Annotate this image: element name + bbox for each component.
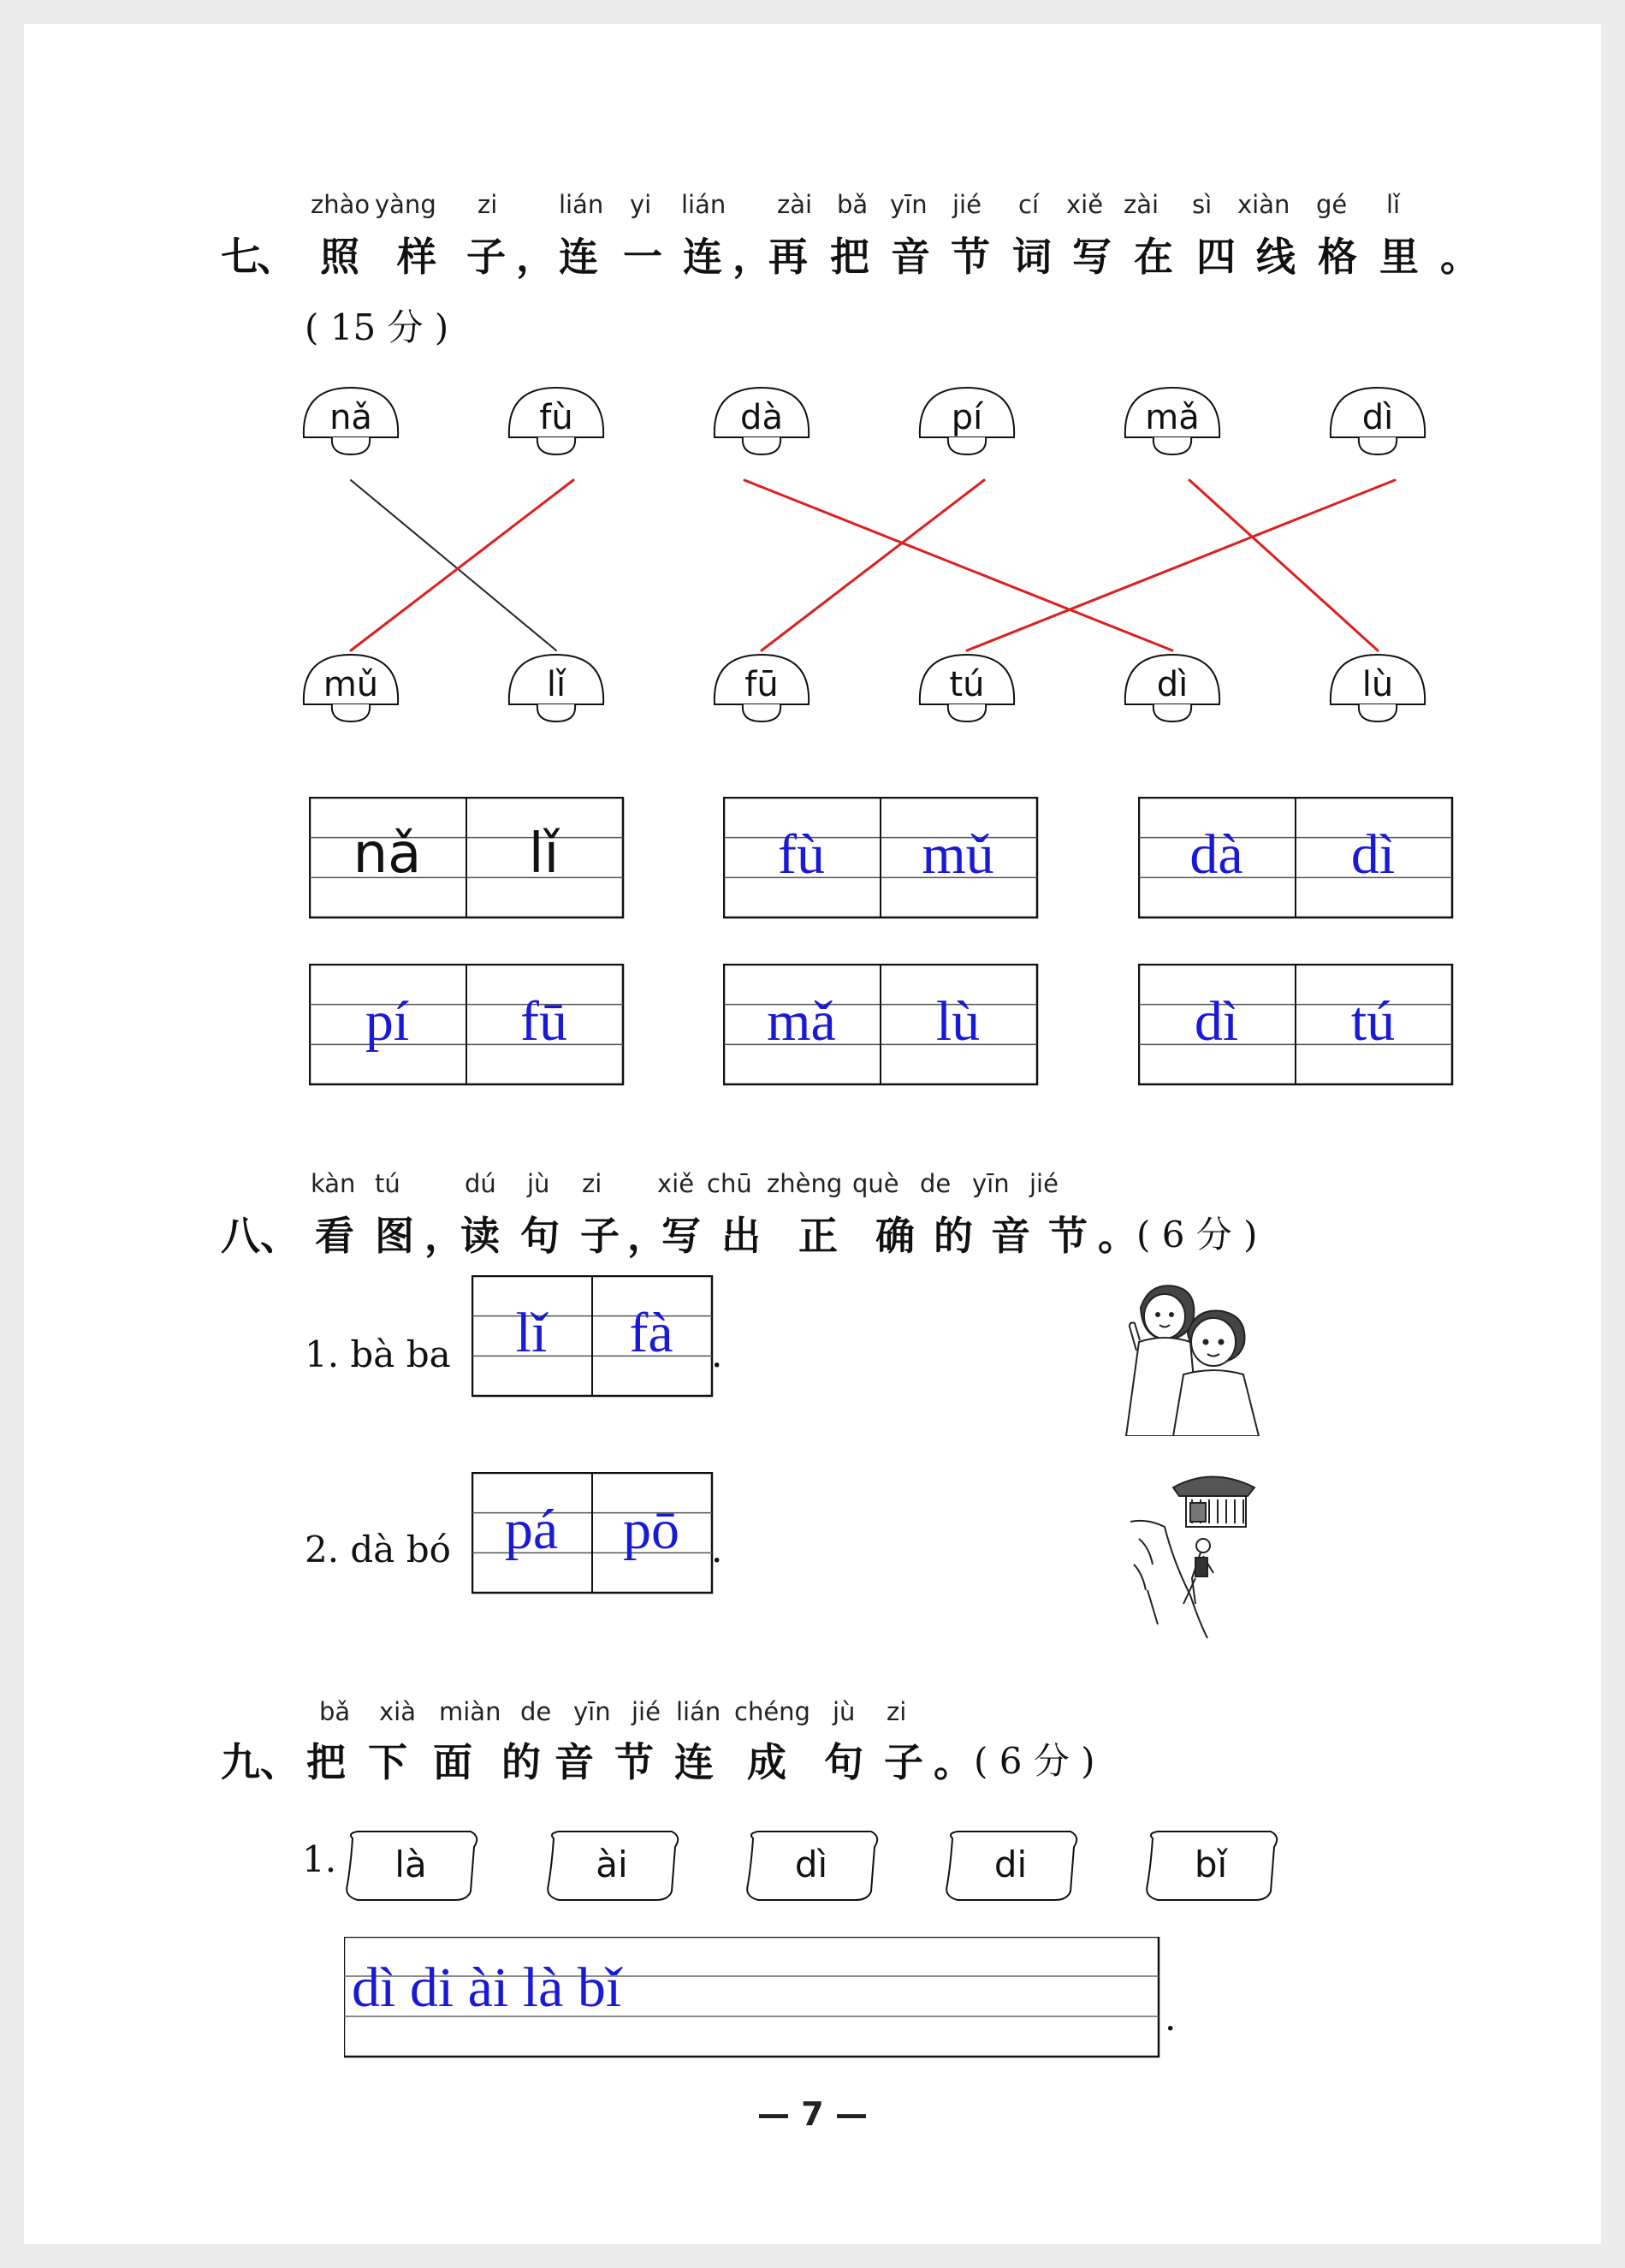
heading-char: 的 bbox=[934, 1213, 973, 1259]
pinyin: zài bbox=[1124, 190, 1159, 219]
heading-char: 再 bbox=[768, 234, 808, 280]
item-end: . bbox=[711, 1333, 723, 1375]
connection-line bbox=[351, 480, 573, 650]
pinyin: de bbox=[520, 1697, 552, 1726]
heading-char: 子 bbox=[580, 1213, 620, 1259]
section-score: ( 6 分 ) bbox=[1136, 1214, 1258, 1256]
heading-char: 九 bbox=[221, 1739, 260, 1785]
pinyin: xiě bbox=[1066, 190, 1104, 219]
mushroom-stem bbox=[743, 704, 780, 721]
heading-char: 句 bbox=[824, 1739, 863, 1785]
heading-char: 八 bbox=[221, 1213, 260, 1259]
answer-syllable: lù bbox=[935, 989, 981, 1053]
heading-char: 连 bbox=[683, 234, 722, 280]
mushroom-stem bbox=[948, 704, 986, 721]
syllable-card-label: là bbox=[394, 1843, 427, 1885]
connection-line bbox=[351, 480, 556, 650]
item-label: 2. dà bó bbox=[305, 1529, 451, 1570]
heading-char: ， bbox=[424, 1213, 464, 1259]
answer-syllable: pí bbox=[365, 989, 410, 1053]
pinyin: yi bbox=[630, 190, 652, 219]
heading-char: 子 bbox=[466, 234, 506, 280]
heading-char: 子 bbox=[884, 1739, 923, 1785]
pinyin: tú bbox=[375, 1169, 400, 1198]
section-score: ( 6 分 ) bbox=[974, 1740, 1095, 1782]
pinyin: xiě bbox=[657, 1169, 695, 1198]
heading-char: 把 bbox=[306, 1739, 346, 1785]
connection-line bbox=[744, 480, 1172, 650]
pinyin: de bbox=[920, 1169, 952, 1198]
heading-char: 句 bbox=[520, 1213, 560, 1259]
pinyin: zài bbox=[777, 190, 813, 219]
answer-syllable: dì bbox=[1194, 989, 1239, 1053]
heading-char: 读 bbox=[460, 1213, 500, 1259]
heading-char: 看 bbox=[315, 1213, 354, 1259]
mushroom-syllable: dì bbox=[1361, 398, 1394, 437]
pinyin: jié bbox=[952, 190, 982, 219]
pinyin: sì bbox=[1192, 190, 1213, 219]
pinyin: zi bbox=[477, 190, 498, 219]
heading-char: 节 bbox=[614, 1739, 654, 1785]
pinyin: lián bbox=[676, 1697, 721, 1726]
pinyin: jié bbox=[1029, 1169, 1059, 1198]
heading-char: 、 bbox=[257, 234, 296, 280]
pinyin: bǎ bbox=[319, 1697, 351, 1726]
answer-syllable: mǔ bbox=[922, 822, 994, 886]
item-label: 1. bà ba bbox=[305, 1333, 451, 1375]
mushroom-stem bbox=[743, 437, 780, 454]
mushroom-syllable: pí bbox=[951, 398, 983, 437]
heading-char: 样 bbox=[397, 234, 436, 280]
sentence-answer: dì di ài là bǐ bbox=[352, 1956, 622, 2019]
pinyin: kàn bbox=[311, 1169, 356, 1198]
item-label: 1. bbox=[302, 1838, 337, 1880]
pinyin: zhào bbox=[311, 190, 371, 219]
pinyin: zi bbox=[582, 1169, 602, 1198]
connection-line bbox=[967, 480, 1395, 650]
mushroom-stem bbox=[332, 704, 370, 721]
heading-char: 把 bbox=[830, 234, 869, 280]
syllable-card-label: di bbox=[993, 1843, 1028, 1885]
pinyin: dú bbox=[465, 1169, 496, 1198]
heading-char: 。 bbox=[934, 1739, 973, 1785]
pinyin: yàng bbox=[375, 190, 436, 219]
mushroom-stem bbox=[1154, 704, 1191, 721]
mushroom-stem bbox=[332, 437, 370, 454]
heading-char: 图 bbox=[375, 1213, 414, 1259]
connection-line bbox=[762, 480, 984, 650]
pinyin: què bbox=[852, 1169, 899, 1198]
pinyin: zhèng bbox=[767, 1169, 843, 1198]
example-syllable: nǎ bbox=[353, 822, 422, 886]
mushroom-syllable: fū bbox=[744, 665, 779, 704]
heading-char: ， bbox=[627, 1213, 667, 1259]
example-syllable: lǐ bbox=[528, 822, 560, 886]
worksheet-page bbox=[24, 24, 1601, 2244]
answer-syllable: dà bbox=[1189, 822, 1243, 886]
heading-char: ， bbox=[516, 234, 555, 280]
mushroom-syllable: lù bbox=[1361, 665, 1394, 704]
mushroom-syllable: lǐ bbox=[546, 665, 566, 704]
heading-char: 出 bbox=[721, 1213, 761, 1259]
answer-syllable: dì bbox=[1350, 822, 1396, 886]
mushroom-stem bbox=[948, 437, 986, 454]
answer-syllable: fù bbox=[778, 822, 825, 886]
pinyin: jù bbox=[527, 1169, 550, 1198]
answer-syllable: tú bbox=[1350, 989, 1396, 1053]
pinyin: xià bbox=[379, 1697, 416, 1726]
pinyin: yīn bbox=[972, 1169, 1010, 1198]
pinyin: lǐ bbox=[1386, 190, 1401, 219]
page-number: — 7 — bbox=[757, 2095, 868, 2133]
heading-char: 下 bbox=[368, 1739, 407, 1785]
syllable-card-label: bǐ bbox=[1194, 1843, 1228, 1885]
mushroom-stem bbox=[1359, 704, 1397, 721]
heading-char: 面 bbox=[433, 1739, 472, 1785]
pinyin: lián bbox=[681, 190, 727, 219]
mushroom-syllable: tú bbox=[949, 665, 985, 704]
pinyin: yīn bbox=[573, 1697, 611, 1726]
heading-char: 正 bbox=[798, 1213, 838, 1259]
children-illustration bbox=[1115, 1274, 1269, 1436]
heading-char: 。 bbox=[1098, 1213, 1137, 1259]
heading-char: 音 bbox=[891, 234, 930, 280]
heading-char: ， bbox=[732, 234, 772, 280]
heading-char: 、 bbox=[260, 1213, 299, 1259]
answer-syllable: lǐ bbox=[515, 1301, 548, 1364]
pinyin: zi bbox=[887, 1697, 907, 1726]
heading-char: 节 bbox=[1048, 1213, 1088, 1259]
heading-char: 音 bbox=[991, 1213, 1030, 1259]
heading-char: 四 bbox=[1196, 234, 1236, 280]
heading-char: 七 bbox=[221, 234, 260, 280]
heading-char: 写 bbox=[661, 1213, 701, 1259]
pinyin: chū bbox=[707, 1169, 752, 1198]
item-end: . bbox=[1165, 1997, 1177, 2039]
mushroom-stem bbox=[537, 704, 575, 721]
syllable-card-label: ài bbox=[596, 1843, 628, 1885]
heading-char: 在 bbox=[1134, 234, 1173, 280]
heading-char: 确 bbox=[875, 1213, 915, 1259]
mushroom-stem bbox=[1154, 437, 1191, 454]
heading-char: 的 bbox=[501, 1739, 541, 1785]
section-score: ( 15 分 ) bbox=[305, 306, 449, 348]
answer-syllable: pá bbox=[504, 1498, 559, 1561]
mushroom-syllable: fù bbox=[539, 398, 573, 437]
heading-char: 连 bbox=[559, 234, 598, 280]
item-end: . bbox=[711, 1529, 723, 1570]
mushroom-stem bbox=[1359, 437, 1397, 454]
pinyin: bǎ bbox=[837, 190, 869, 219]
answer-syllable: pō bbox=[623, 1498, 679, 1561]
heading-char: 里 bbox=[1379, 234, 1419, 280]
heading-char: 音 bbox=[555, 1739, 594, 1785]
pinyin: gé bbox=[1316, 190, 1348, 219]
pinyin: jié bbox=[632, 1697, 661, 1726]
syllable-card-label: dì bbox=[794, 1843, 828, 1885]
answer-syllable: fū bbox=[520, 989, 567, 1053]
heading-char: 线 bbox=[1256, 234, 1296, 280]
climbing-illustration bbox=[1122, 1470, 1276, 1642]
pinyin: yīn bbox=[890, 190, 928, 219]
heading-char: 词 bbox=[1012, 234, 1052, 280]
heading-char: 一 bbox=[623, 234, 662, 280]
heading-char: 照 bbox=[320, 234, 359, 280]
mushroom-stem bbox=[537, 437, 575, 454]
pinyin: miàn bbox=[439, 1697, 501, 1726]
pinyin: lián bbox=[559, 190, 604, 219]
heading-char: 格 bbox=[1318, 234, 1357, 280]
pinyin: cí bbox=[1018, 190, 1040, 219]
connection-line bbox=[1189, 480, 1378, 650]
heading-char: 、 bbox=[260, 1739, 299, 1785]
pinyin: chéng bbox=[734, 1697, 810, 1726]
heading-char: 写 bbox=[1072, 234, 1112, 280]
pinyin: xiàn bbox=[1237, 190, 1290, 219]
answer-syllable: fà bbox=[629, 1301, 673, 1364]
mushroom-syllable: dà bbox=[740, 398, 783, 437]
heading-char: 成 bbox=[747, 1739, 786, 1785]
heading-char: 节 bbox=[951, 234, 990, 280]
answer-syllable: mǎ bbox=[767, 989, 836, 1053]
pinyin: jù bbox=[833, 1697, 856, 1726]
heading-char: 连 bbox=[674, 1739, 714, 1785]
heading-char: 。 bbox=[1440, 234, 1480, 280]
mushroom-syllable: dì bbox=[1156, 665, 1189, 704]
mushroom-syllable: mǔ bbox=[323, 665, 379, 704]
mushroom-syllable: mǎ bbox=[1145, 398, 1200, 437]
mushroom-syllable: nǎ bbox=[329, 398, 372, 437]
